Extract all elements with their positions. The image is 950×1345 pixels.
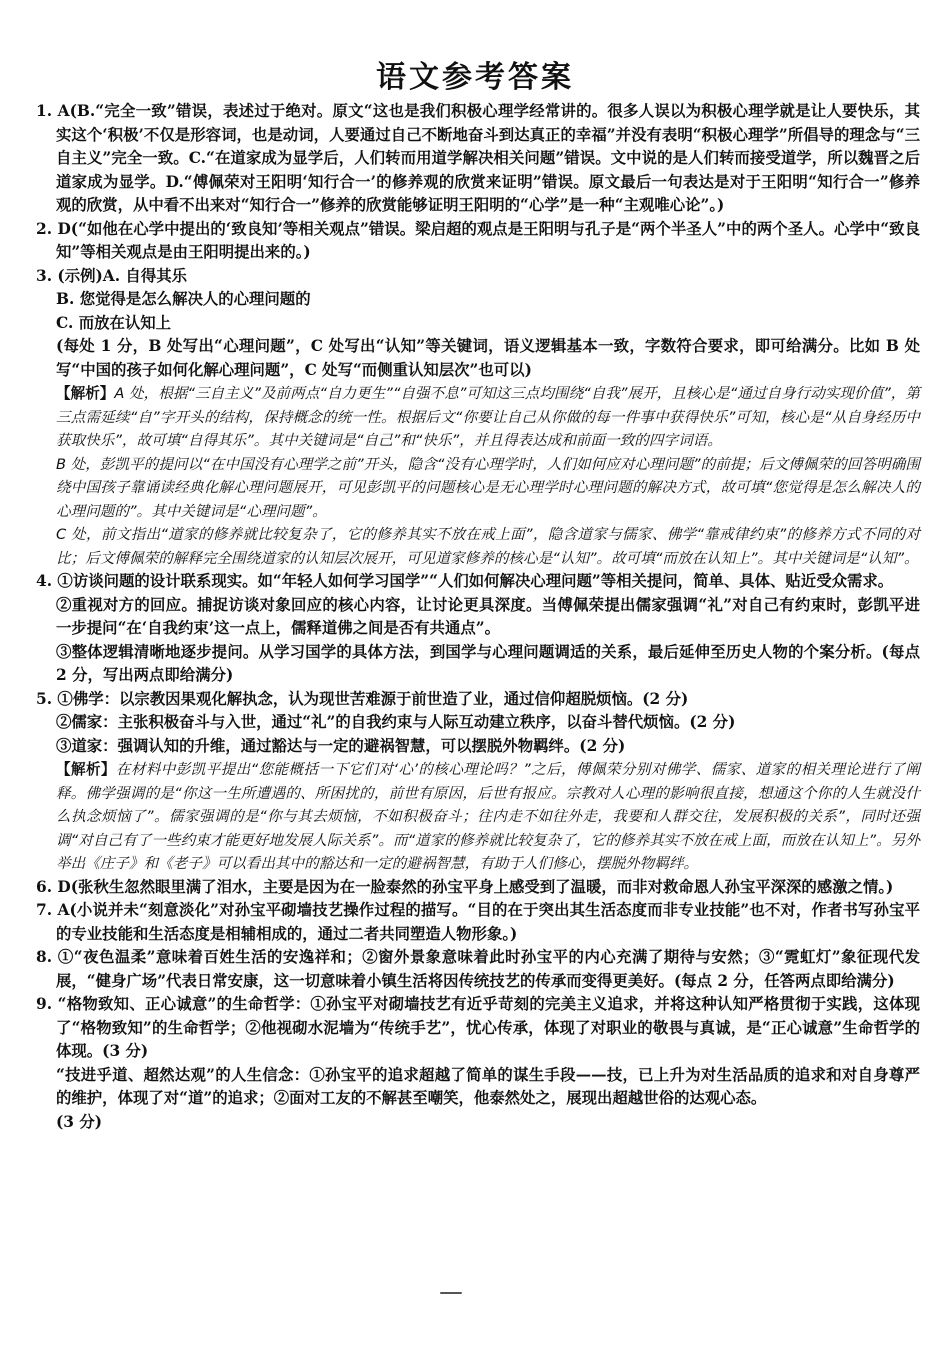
answer-9-philosophy: 9. “格物致知、正心诚意”的生命哲学：①孙宝平对砌墙技艺有近乎苛刻的完美主义追求，并将这种认知严格贯彻于实践，这体现了“格物致知”的生命哲学；②他视砌水泥墙为“传统手艺”，忧心传承，体现了对职业的敬畏与真诚，是“正心诚意”生命哲学的体现。(3 分): [36, 995, 920, 1060]
answer-5-point-3: ③道家：强调认知的升维，通过豁达与一定的避祸智慧，可以摆脱外物羁绊。(2 分): [56, 736, 626, 755]
answer-9-score: (3 分): [56, 1112, 103, 1131]
answer-7: 7. A(小说并未“刻意淡化”对孙宝平砌墙技艺操作过程的描写。“目的在于突出其生活态度而非专业技能”也不对，作者书写孙宝平的专业技能和生活态度是相辅相成的，通过二者共同塑造人物形象。): [36, 901, 920, 943]
page-mark: [440, 1292, 462, 1294]
answer-3-b: B. 您觉得是怎么解决人的心理问题的: [56, 290, 311, 308]
answer-4-point-3: ③整体逻辑清晰地逐步提问。从学习国学的具体方法，到国学与心理问题调适的关系，最后延伸至历史人物的个案分析。(每点 2 分，写出两点即给满分): [56, 642, 920, 684]
answer-9-belief: “技进乎道、超然达观”的人生信念：①孙宝平的追求超越了简单的谋生手段——技，已上升为对生活品质的追求和对自身尊严的维护，体现了对“道”的追求；②面对工友的不解甚至嘲笑，他泰然处之，展现出超越世俗的达观心态。: [56, 1065, 920, 1107]
answer-2: 2. D(“如他在心学中提出的‘致良知’等相关观点”错误。梁启超的观点是王阳明与孔子是“两个半圣人”中的两个圣人。心学中“致良知”等相关观点是由王阳明提出来的。): [36, 219, 920, 261]
answer-4-point-1: 4. ①访谈问题的设计联系现实。如“年轻人如何学习国学”“人们如何解决心理问题”等相关提问，简单、具体、贴近受众需求。: [36, 572, 894, 590]
answer-4-point-2: ②重视对方的回应。捕捉访谈对象回应的核心内容，让讨论更具深度。当傅佩荣提出儒家强调“礼”对自己有约束时，彭凯平进一步提问“在‘自我约束’这一点上，儒释道佛之间是否有共通点”。: [56, 595, 920, 637]
answer-5-point-2: ②儒家：主张积极奋斗与入世，通过“礼”的自我约束与人际互动建立秩序，以奋斗替代烦恼。(2 分): [56, 713, 736, 731]
answer-3-analysis-a: [36, 382, 920, 453]
answer-5-analysis: [36, 758, 920, 876]
answer-6: 6. D(张秋生忽然眼里满了泪水，主要是因为在一脸泰然的孙宝平身上感受到了温暖，而非对救命恩人孙宝平深深的感激之情。): [36, 877, 894, 896]
analysis-tag: 【解析】: [56, 761, 116, 778]
answer-3-analysis-b: B 处，彭凯平的提问以“在中国没有心理学之前”开头，隐含“没有心理学时，人们如何应对心理问题”的前提；后文傅佩荣的回答明确围绕中国孩子靠诵读经典化解心理问题展开，可见彭凯平的问题核心是无心理学时心理问题的解决方式，故可填“您觉得是怎么解决人的心理问题的”。其中关键词是“心理问题”。: [56, 455, 920, 520]
page-title: 语文参考答案: [376, 60, 574, 95]
answer-3-scoring: (每处 1 分，B 处写出“心理问题”，C 处写出“认知”等关键词，语义逻辑基本一致，字数符合要求，即可给满分。比如 B 处写“中国的孩子如何化解心理问题”，C 处写“而侧重认知层次”也可以): [56, 337, 920, 379]
analysis-tag: 【解析】: [56, 385, 115, 402]
analysis-text: 在材料中彭凯平提出“您能概括一下它们对‘心’的核心理论吗？”之后，傅佩荣分别对佛学、儒家、道家的相关理论进行了阐释。佛学强调的是“你这一生所遭遇的、所困扰的，前世有原因，后世有报应。宗教对人心理的影响很直接，想通这个你的人生就没什么执念烦恼了”。儒家强调的是“你与其去烦恼，不如积极奋斗；往内走不如往外走，我要和人群交往，发展积极的关系”，同时还强调“对自己有了一些约束才能更好地发展人际关系”。而“道家的修养就比较复杂了，它的修养其实不放在戒上面，而放在认知上”。另外举出《庄子》和《老子》可以看出其中的豁达和一定的避祸智慧，有助于人们修心，摆脱外物羁绊。: [56, 761, 920, 872]
answer-3-a: 3. (示例)A. 自得其乐: [36, 266, 187, 285]
answer-3-c: C. 而放在认知上: [56, 313, 172, 332]
answer-8: 8. ①“夜色温柔”意味着百姓生活的安逸祥和；②窗外景象意味着此时孙宝平的内心充满了期待与安然；③“霓虹灯”象征现代发展，“健身广场”代表日常安康，这一切意味着小镇生活将因传统技艺的传承而变得更美好。(每点 2 分，任答两点即给满分): [36, 948, 920, 990]
answer-body: [36, 100, 920, 1134]
analysis-text: A 处，根据“三自主义”及前两点“自力更生”“自强不息”可知这三点均围绕“自我”展开，且核心是“通过自身行动实现价值”，第三点需延续“自”字开头的结构，保持概念的统一性。根据后文“你要让自己从你做的每一件事中获得快乐”可知，核心是“从自身经历中获取快乐”，故可填“自得其乐”。其中关键词是“自己”和“快乐”，并且得表达成和前面一致的四字词语。: [56, 385, 920, 449]
answer-3-analysis-c: C 处，前文指出“道家的修养就比较复杂了，它的修养其实不放在戒上面”，隐含道家与儒家、佛学“靠戒律约束”的修养方式不同的对比；后文傅佩荣的解释完全围绕道家的认知层次展开，可见道家修养的核心是“认知”。故可填“而放在认知上”。其中关键词是“认知”。: [56, 526, 920, 567]
answer-5-point-1: 5. ①佛学：以宗教因果观化解执念，认为现世苦难源于前世造了业，通过信仰超脱烦恼。(2 分): [36, 689, 689, 708]
answer-1: 1. A(B.“完全一致”错误，表述过于绝对。原文“这也是我们积极心理学经常讲的。很多人误以为积极心理学就是让人要快乐，其实这个‘积极’不仅是形容词，也是动词，人要通过自己不断地奋斗到达真正的幸福”并没有表明“积极心理学”所倡导的理念与“三自主义”完全一致。C.“在道家成为显学后，人们转而用道学解决相关问题”错误。文中说的是人们转而接受道学，所以魏晋之后道家成为显学。D.“傅佩荣对王阳明‘知行合一’的修养观的欣赏来证明”错误。原文最后一句表达是对于王阳明“知行合一”修养观的欣赏，从中看不出来对“知行合一”修养的欣赏能够证明王阳明的“心学”是一种“主观唯心论”。): [36, 102, 920, 214]
